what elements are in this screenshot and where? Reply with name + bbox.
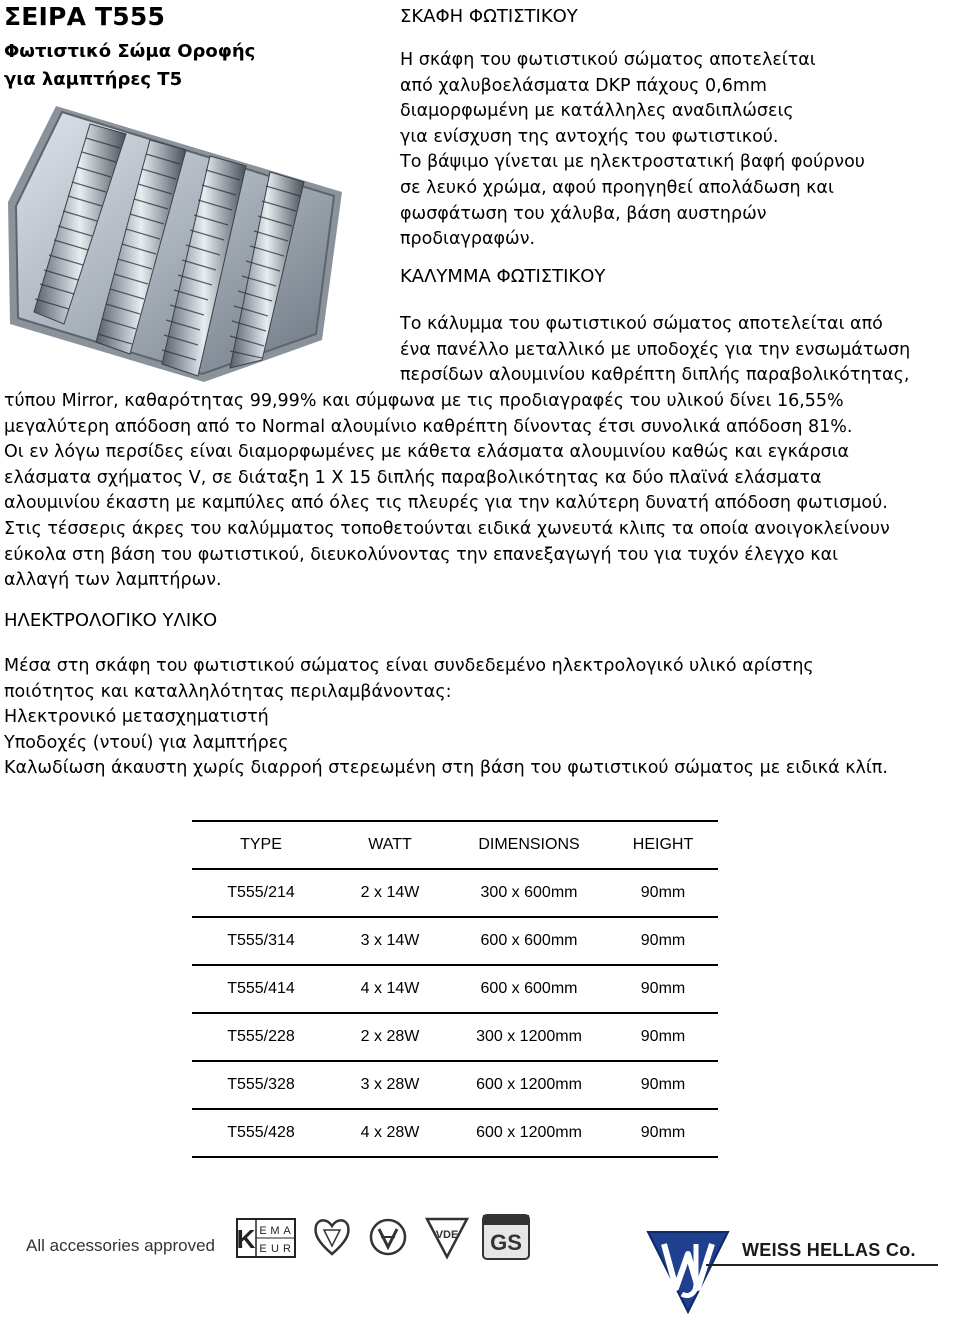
table-cell: 3 x 28W [330,1061,450,1109]
vde-mark-icon [424,1214,470,1260]
section-heading-electrical: ΗΛΕΚΤΡΟΛΟΓΙΚΟ ΥΛΙΚΟ [4,610,218,631]
table-cell: 90mm [608,1013,718,1061]
subtitle-line: Φωτιστικό Σώμα Οροφής [4,41,256,62]
paragraph-line: Στις τέσσερις άκρες του καλύμματος τοποθετούνται ειδικά χωνευτά κλιπς τα οποία ανοιγοκλείνουν [4,518,890,539]
table-cell: T555/314 [192,917,330,965]
subtitle-line: για λαμπτήρες Τ5 [4,69,183,90]
table-cell: 90mm [608,1109,718,1157]
section-body-text [400,48,865,253]
paragraph-line: σε λευκό χρώμα, αφού προηγηθεί απολάδωση και [400,177,834,198]
paragraph-line: αλλαγή των λαμπτήρων. [4,570,222,591]
paragraph-line: Καλωδίωση άκαυστη χωρίς διαρροή στερεωμένη στη βάση του φωτιστικού σώματος με ειδικά κλίπ. [4,758,888,779]
table-cell: 600 x 1200mm [450,1109,608,1157]
table-cell: 2 x 14W [330,869,450,917]
table-cell: 90mm [608,1061,718,1109]
keur-letter: R [283,1243,291,1255]
keur-letter: M [270,1225,280,1237]
paragraph-line: φωσφάτωση του χάλυβα, βάση αυστηρών [400,203,767,224]
table-row [192,869,718,917]
table-cell: 600 x 600mm [450,917,608,965]
table-cell: 4 x 28W [330,1109,450,1157]
spec-table [192,820,718,1158]
table-cell: 600 x 1200mm [450,1061,608,1109]
gs-mark-icon [482,1214,530,1260]
weiss-hellas-logo [640,1224,736,1316]
gs-text: GS [490,1230,522,1255]
paragraph-line: Οι εν λόγω περσίδες είναι διαμορφωμένες με κάθετα ελάσματα αλουμινίου καθώς και εγκάρσια [4,442,850,463]
section-electrical-text [4,654,888,782]
keur-letter: E [259,1225,267,1237]
table-cell: 90mm [608,965,718,1013]
table-cell: T555/414 [192,965,330,1013]
series-title: ΣΕΙΡΑ Τ555 [4,2,166,31]
table-row [192,965,718,1013]
table-row [192,917,718,965]
table-cell: 4 x 14W [330,965,450,1013]
table-cell: 90mm [608,869,718,917]
paragraph-line: Ηλεκτρονικό μετασχηματιστή [4,707,269,728]
safety-heart-mark-icon [312,1216,352,1258]
product-photo [4,92,344,392]
table-row [192,1061,718,1109]
table-cell: 300 x 600mm [450,869,608,917]
paragraph-line: προδιαγραφών. [400,229,536,250]
section-cover-text-right [400,312,910,389]
table-row [192,1109,718,1157]
paragraph-line: Υποδοχές (ντουί) για λαμπτήρες [4,732,289,753]
keur-letter: A [283,1225,291,1237]
column-header: TYPE [192,821,330,869]
section-heading-body: ΣΚΑΦΗ ΦΩΤΙΣΤΙΚΟΥ [400,6,578,27]
paragraph-line: Η σκάφη του φωτιστικού σώματος αποτελείται [400,50,816,70]
brand-name: WEISS HELLAS Co. [742,1240,916,1260]
table-cell: T555/428 [192,1109,330,1157]
table-row [192,1013,718,1061]
table-cell: T555/214 [192,869,330,917]
kema-keur-logo [236,1218,296,1258]
paragraph-line: Το κάλυμμα του φωτιστικού σώματος αποτελείται από [400,314,883,334]
paragraph-line: μεγαλύτερη απόδοση από το Normal αλουμίνιο καθρέπτη δίνοντας έτσι συνολικά απόδοση 81%. [4,416,853,437]
paragraph-line: περσίδων αλουμινίου καθρέπτη διπλής παραβολικότητας, [400,365,910,386]
table-header-row [192,821,718,869]
table-cell: 2 x 28W [330,1013,450,1061]
paragraph-line: τύπου Mirror, καθαρότητας 99,99% και σύμφωνα με τις προδιαγραφές του υλικού δίνει 16,55% [4,391,844,411]
section-heading-cover: ΚΑΛΥΜΜΑ ΦΩΤΙΣΤΙΚΟΥ [400,266,606,287]
keur-letter: U [271,1243,279,1255]
keur-letter: K [236,1224,256,1254]
column-header: DIMENSIONS [450,821,608,869]
table-cell: T555/328 [192,1061,330,1109]
product-subtitle [4,38,255,94]
table-cell: T555/228 [192,1013,330,1061]
paragraph-line: Το βάψιμο γίνεται με ηλεκτροστατική βαφή φούρνου [400,152,865,173]
paragraph-line: Μέσα στη σκάφη του φωτιστικού σώματος είναι συνδεδεμένο ηλεκτρολογικό υλικό αρίστης [4,656,814,676]
table-cell: 3 x 14W [330,917,450,965]
section-cover-text-full [4,389,890,594]
paragraph-line: διαμορφωμένη με κατάλληλες αναδιπλώσεις [400,101,794,122]
paragraph-line: ποιότητος και καταλληλότητας περιλαμβάνοντας: [4,681,452,702]
column-header: HEIGHT [608,821,718,869]
table-cell: 300 x 1200mm [450,1013,608,1061]
paragraph-line: αλουμινίου έκαστη με καμπύλες από όλες τις πλευρές για την καλύτερη δυνατή απόδοση φωτισμού. [4,493,888,514]
paragraph-line: εύκολα στη βάση του φωτιστικού, διευκολύνοντας την επανεξαγωγή του για τυχόν έλεγχο και [4,544,839,565]
paragraph-line: για ενίσχυση της αντοχής του φωτιστικού. [400,126,779,147]
table-cell: 600 x 600mm [450,965,608,1013]
brand-underline [706,1264,938,1266]
column-header: WATT [330,821,450,869]
accessories-approved-text: All accessories approved [26,1236,215,1255]
paragraph-line: από χαλυβοελάσματα DKP πάχους 0,6mm [400,75,767,96]
keur-letter: E [259,1243,267,1255]
table-cell: 90mm [608,917,718,965]
approval-circle-mark-icon [368,1216,408,1258]
paragraph-line: ελάσματα σχήματος V, σε διάταξη 1 Χ 15 διπλής παραβολικότητας κα δύο πλαϊνά ελάσματα [4,467,822,488]
vde-text: VDE [435,1229,459,1241]
paragraph-line: ένα πανέλλο μεταλλικό με υποδοχές για την ενσωμάτωση [400,339,911,360]
